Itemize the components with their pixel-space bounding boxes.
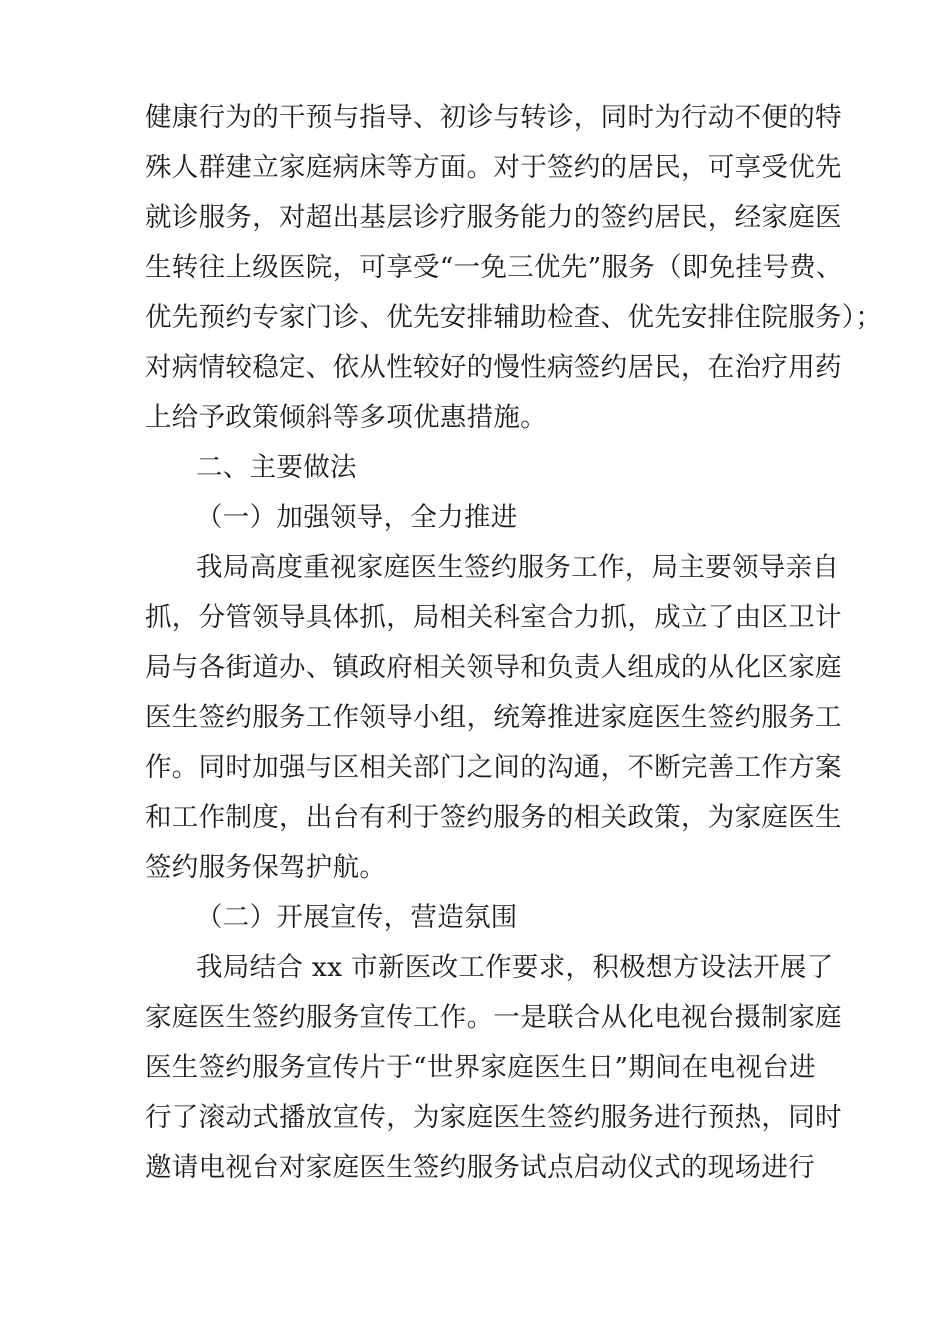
paragraph-line: 健康行为的干预与指导、初诊与转诊，同时为行动不便的特 [145,102,842,133]
paragraph-line: 抓，分管领导具体抓，局相关科室合力抓，成立了由区卫计 [145,602,842,633]
paragraph-line: 殊人群建立家庭病床等方面。对于签约的居民，可享受优先 [145,152,842,183]
paragraph-line: 对病情较稳定、依从性较好的慢性病签约居民，在治疗用药 [145,352,842,383]
paragraph-line: 局与各街道办、镇政府相关领导和负责人组成的从化区家庭 [145,652,842,683]
paragraph-line: 优先预约专家门诊、优先安排辅助检查、优先安排住院服务）； [145,302,883,333]
subsection-heading: （二）开展宣传，营造氛围 [196,902,518,933]
paragraph-line: 家庭医生签约服务宣传工作。一是联合从化电视台摄制家庭 [145,1002,842,1033]
paragraph-line: 上给予政策倾斜等多项优惠措施。 [145,402,547,433]
subsection-heading: （一）加强领导，全力推进 [196,502,518,533]
paragraph-line: 作。同时加强与区相关部门之间的沟通，不断完善工作方案 [145,752,842,783]
paragraph-line: 我局高度重视家庭医生签约服务工作，局主要领导亲自 [196,552,840,583]
paragraph-line: 我局结合 xx 市新医改工作要求，积极想方设法开展了 [196,952,834,983]
paragraph-line: 邀请电视台对家庭医生签约服务试点启动仪式的现场进行 [145,1152,815,1183]
paragraph-line: 就诊服务，对超出基层诊疗服务能力的签约居民，经家庭医 [145,202,842,233]
paragraph-line: 行了滚动式播放宣传，为家庭医生签约服务进行预热，同时 [145,1102,842,1133]
paragraph-line: 和工作制度，出台有利于签约服务的相关政策，为家庭医生 [145,802,842,833]
section-heading: 二、主要做法 [196,452,357,483]
paragraph-line: 签约服务保驾护航。 [145,852,387,883]
paragraph-line: 医生签约服务工作领导小组，统筹推进家庭医生签约服务工 [145,702,842,733]
paragraph-line: 生转往上级医院，可享受“一免三优先”服务（即免挂号费、 [145,252,843,283]
paragraph-line: 医生签约服务宣传片于“世界家庭医生日”期间在电视台进 [145,1052,816,1083]
